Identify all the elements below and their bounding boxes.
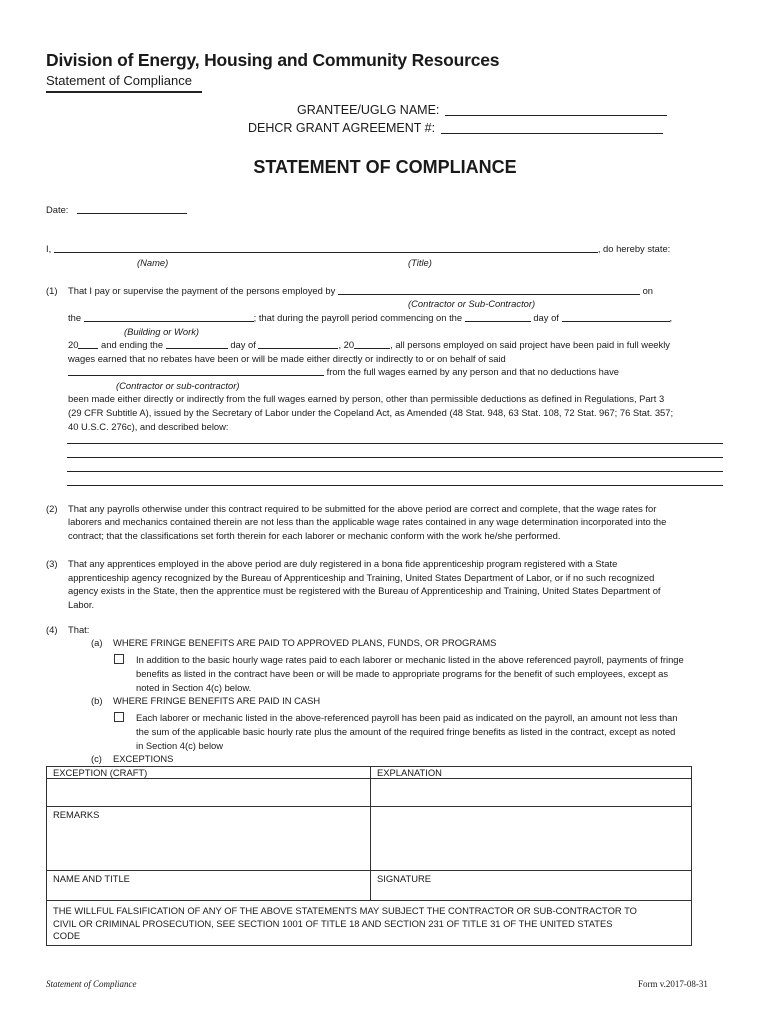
section4c-heading: EXCEPTIONS: [113, 753, 174, 764]
section1-line5-text: from the full wages earned by any person and that no deductions have: [326, 366, 619, 377]
section1-line8: 40 U.S.C. 276c), and described below:: [68, 421, 229, 432]
intro-suffix: , do hereby state:: [597, 243, 671, 254]
section4b-line-3: in Section 4(c) below: [136, 740, 224, 751]
date-label: Date:: [46, 204, 69, 215]
description-line-4[interactable]: [67, 485, 723, 486]
organization-title: Division of Energy, Housing and Community Resources: [46, 50, 500, 70]
section1-line2-the: the: [68, 312, 82, 323]
intro-prefix: I,: [46, 243, 52, 254]
section2-line-1: That any payrolls otherwise under this contract required to be submitted for the above period are correct and complete, that the wage rates for: [68, 503, 657, 514]
document-subtitle: Statement of Compliance: [46, 73, 192, 88]
end-dayof-label: day of: [230, 339, 256, 350]
checkbox-icon: [114, 712, 124, 722]
section2-number: (2): [46, 503, 58, 514]
start-year-field[interactable]: [78, 338, 98, 349]
signature-cell[interactable]: [371, 871, 692, 901]
intro-row: [46, 242, 670, 255]
section3-number: (3): [46, 558, 58, 569]
agreement-label: DEHCR GRANT AGREEMENT #:: [248, 121, 436, 135]
contractor-field[interactable]: [338, 284, 640, 295]
section1-line3: [68, 338, 670, 351]
date-field[interactable]: [77, 203, 187, 214]
section1-line1-text: That I pay or supervise the payment of the persons employed by: [68, 285, 336, 296]
section4-number: (4): [46, 624, 58, 635]
building-work-field[interactable]: [84, 311, 254, 322]
section1-line2-dayof: day of: [533, 312, 559, 323]
section1-line3-end: , all persons employed on said project have been paid in full weekly: [390, 339, 670, 350]
section1-line1-on: on: [642, 285, 653, 296]
falsification-warning: [47, 901, 692, 946]
section4a-line-3: noted in Section 4(c) below.: [136, 682, 252, 693]
section4a-heading: WHERE FRINGE BENEFITS ARE PAID TO APPROVED PLANS, FUNDS, OR PROGRAMS: [113, 637, 497, 648]
exceptions-table: [46, 766, 692, 946]
ending-label: and ending the: [101, 339, 164, 350]
description-line-2[interactable]: [67, 457, 723, 458]
fringe-cash-checkbox[interactable]: [114, 711, 124, 724]
title-caption: (Title): [408, 257, 432, 268]
section4b-line-1: Each laborer or mechanic listed in the above-referenced payroll has been paid as indicated on the payroll, an amount not less than: [136, 712, 678, 723]
section4a-line-1: In addition to the basic hourly wage rates paid to each laborer or mechanic listed in the above referenced payroll, payments of fringe: [136, 654, 684, 665]
start-year-prefix: 20: [68, 339, 79, 350]
warning-line-3: CODE: [53, 930, 81, 941]
grantee-name-field[interactable]: [445, 115, 667, 116]
remarks-right-cell[interactable]: [371, 807, 692, 871]
section4c-label: (c): [91, 753, 102, 764]
section2-line-2: laborers and mechanics contained therein are not less than the applicable wage rates contained in any wage determination incorporated into the: [68, 516, 667, 527]
date-row: [46, 203, 187, 216]
section4a-label: (a): [91, 637, 103, 648]
footer-document-name: Statement of Compliance: [46, 979, 137, 989]
section3-line-4: Labor.: [68, 599, 95, 610]
section3-line-3: agency exists in the State, then the apprentice must be registered with the Bureau of Apprenticeship and Training, United States Department of: [68, 585, 661, 596]
section4b-label: (b): [91, 695, 103, 706]
section3-line-1: That any apprentices employed in the above period are duly registered in a bona fide apprenticeship program registered with a State: [68, 558, 618, 569]
section1-line7: (29 CFR Subtitle A), issued by the Secretary of Labor under the Copeland Act, as Amended (48 Stat. 948, 63 Stat. 108, 72 Stat. 967; 76 Stat. 357;: [68, 407, 674, 418]
grant-agreement-field[interactable]: [441, 133, 663, 134]
section4b-heading: WHERE FRINGE BENEFITS ARE PAID IN CASH: [113, 695, 321, 706]
name-title-field[interactable]: [54, 242, 598, 253]
description-line-1[interactable]: [67, 443, 723, 444]
end-day-field[interactable]: [166, 338, 228, 349]
footer-form-version: Form v.2017-08-31: [638, 979, 708, 989]
agreement-row: [248, 121, 663, 135]
section2-line-3: contract; that the classifications set forth therein for each laborer or mechanic conform with the work he/she performed.: [68, 530, 561, 541]
remarks-cell[interactable]: [47, 807, 371, 871]
end-year-field[interactable]: [354, 338, 390, 349]
section3-line-2: apprenticeship agency recognized by the Bureau of Apprenticeship and Training, United States Department of Labor, or if no such recognized: [68, 572, 655, 583]
name-caption: (Name): [137, 257, 169, 268]
signature-label: SIGNATURE: [377, 873, 431, 884]
section1-line4: wages earned that no rebates have been or will be made either directly or indirectly to or on behalf of said: [68, 353, 506, 364]
building-caption: (Building or Work): [124, 326, 200, 337]
remarks-label: REMARKS: [53, 809, 100, 820]
warning-line-1: THE WILLFUL FALSIFICATION OF ANY OF THE ABOVE STATEMENTS MAY SUBJECT THE CONTRACTOR OR SUB-CONTRACTOR TO: [53, 905, 637, 916]
grantee-row: [297, 103, 667, 117]
subtitle-underline: [46, 91, 202, 93]
contractor-name-field[interactable]: [68, 365, 324, 376]
exception-header: EXCEPTION (CRAFT): [47, 767, 371, 779]
contractor-caption: (Contractor or Sub-Contractor): [408, 298, 536, 309]
contractor-caption-2: (Contractor or sub-contractor): [116, 380, 240, 391]
warning-line-2: CIVIL OR CRIMINAL PROSECUTION, SEE SECTION 1001 OF TITLE 18 AND SECTION 231 OF TITLE 31 OF THE UNITED STATES: [53, 917, 613, 929]
start-day-field[interactable]: [465, 311, 531, 322]
section1-line5: [68, 365, 619, 378]
fringe-plans-checkbox[interactable]: [114, 653, 124, 666]
explanation-cell[interactable]: [371, 779, 692, 807]
description-line-3[interactable]: [67, 471, 723, 472]
section4-intro: That:: [68, 624, 90, 635]
explanation-header: EXPLANATION: [371, 767, 692, 779]
exception-cell[interactable]: [47, 779, 371, 807]
end-month-field[interactable]: [258, 338, 338, 349]
grantee-label: GRANTEE/UGLG NAME:: [297, 103, 440, 117]
section1-line6: been made either directly or indirectly from the full wages earned by person, other than permissible deductions as defined in Regulations, Part 3: [68, 393, 665, 404]
name-title-label: NAME AND TITLE: [53, 873, 130, 884]
name-title-cell[interactable]: [47, 871, 371, 901]
start-month-field[interactable]: [562, 311, 670, 322]
section1-number: (1): [46, 285, 58, 296]
section1-line1: [68, 284, 653, 297]
section4b-line-2: the sum of the applicable basic hourly rate plus the amount of the required fringe benefits as listed in the contract, except as noted: [136, 726, 676, 737]
section1-line2-comma: ,: [669, 312, 673, 323]
page-title: STATEMENT OF COMPLIANCE: [253, 157, 517, 177]
section4a-line-2: benefits as listed in the contract have been or will be made to appropriate programs for the benefit of such employees, except as: [136, 668, 669, 679]
section1-line2: [68, 311, 672, 324]
end-year-prefix: , 20: [338, 339, 355, 350]
checkbox-icon: [114, 654, 124, 664]
section1-line2-mid: ; that during the payroll period commencing on the: [253, 312, 463, 323]
